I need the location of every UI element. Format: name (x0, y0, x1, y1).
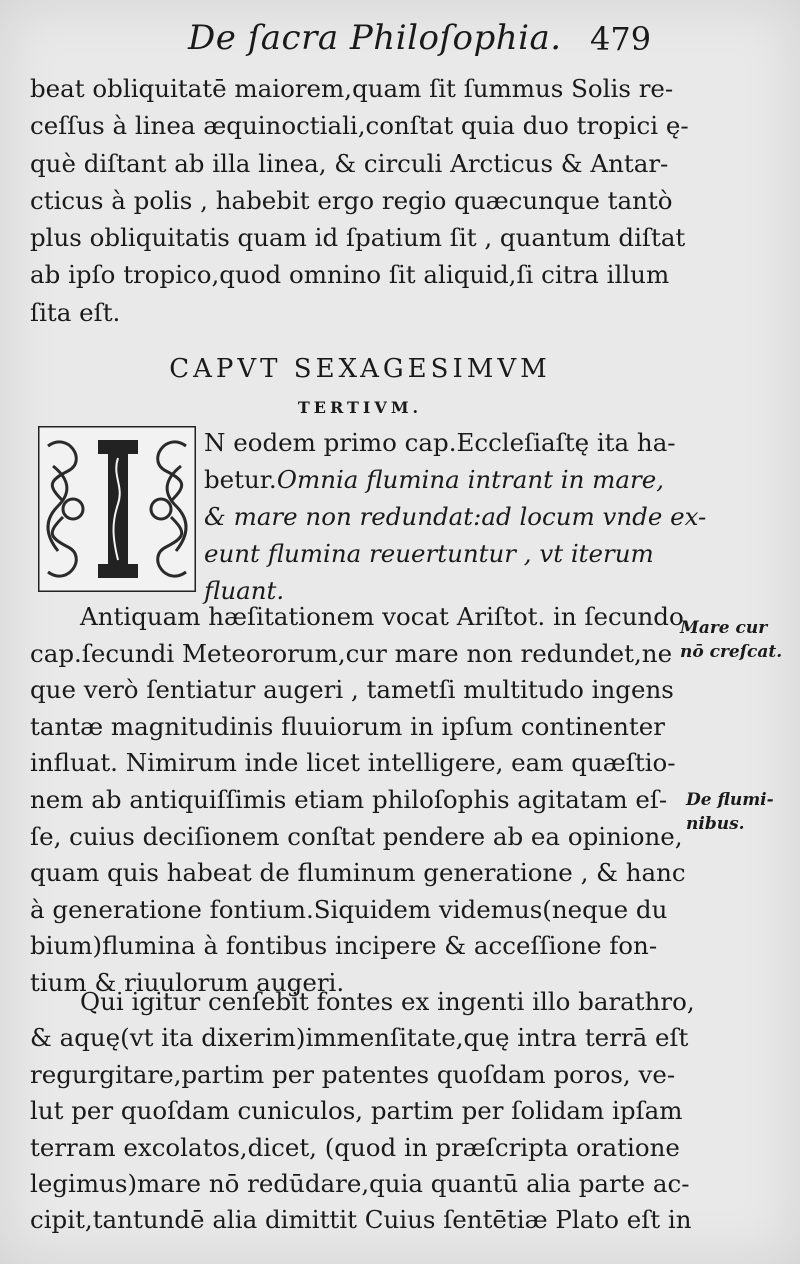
top-paragraph (30, 70, 689, 331)
text-line: Antiquam hæſitationem vocat Ariſtot. in ſecundo (80, 602, 684, 631)
quotation-line: eunt flumina reuertuntur , vt iterum (204, 539, 654, 568)
page-number: 479 (590, 20, 652, 58)
quotation-line: fluant. (204, 576, 285, 605)
text-line: tium & riuulorum augeri. (30, 967, 345, 997)
margin-note (680, 616, 782, 664)
text-line: legimus)mare nō redūdare,quia quantū alia parte ac- (30, 1169, 690, 1199)
text-line: & aquę(vt ita dixerim)immenſitate,quę intra terrā eſt (30, 1023, 689, 1053)
text-line: cticus à polis , habebit ergo regio quæcunque tantò (30, 185, 673, 215)
chapter-heading: CAPVT SEXAGESIMVM (169, 354, 551, 384)
text-line: beat obliquitatē maiorem,quam ſit ſummus Solis re- (30, 74, 674, 103)
text-line: N eodem primo cap.Eccleſiaſtę ita ha- (204, 428, 676, 457)
text-line: què diſtant ab illa linea, & circuli Arcticus & Antar- (30, 148, 669, 178)
text-line: terram excolatos,dicet, (quod in præſcripta oratione (30, 1132, 680, 1162)
running-title: De ſacra Philoſophia. (188, 18, 562, 58)
page-header (0, 14, 800, 70)
text-line: à generatione fontium.Siquidem videmus(neque du (30, 894, 668, 924)
text-line: ſe, cuius deciſionem conſtat pendere ab ea opinione, (30, 821, 683, 851)
ornamental-initial-icon (38, 426, 196, 592)
initial-svg (38, 426, 196, 592)
text-line: cap.ſecundi Meteororum,cur mare non redundet,ne (30, 638, 673, 668)
text-line: bium)flumina à fontibus incipere & acceſſione fon- (30, 931, 658, 961)
margin-note-line: Mare cur (680, 618, 768, 638)
text-line: cipit,tantundē alia dimittit Cuius ſentētiæ Plato eſt in (30, 1205, 692, 1235)
text-line: ab ipſo tropico,quod omnino ſit aliquid,ſi citra illum (30, 260, 670, 290)
quotation-segment: Omnia flumina intrant in mare, (276, 465, 664, 494)
text-segment: betur. (204, 465, 277, 494)
text-line: plus obliquitatis quam id ſpatium ſit , quantum diſtat (30, 223, 686, 253)
text-line: regurgitare,partim per patentes quoſdam poros, ve- (30, 1059, 676, 1089)
paragraph-3 (30, 984, 695, 1239)
text-line: ſita eſt. (30, 297, 121, 327)
text-line: ceſſus à linea æquinoctiali,conſtat quia duo tropici ę- (30, 111, 689, 141)
text-line: Qui igitur cenſebit fontes ex ingenti illo barathro, (80, 987, 695, 1016)
opening-lines (204, 424, 707, 609)
margin-note (686, 788, 774, 836)
margin-note-line: nibus. (686, 814, 745, 834)
chapter-heading-sub: TERTIVM. (297, 398, 423, 417)
text-line: nem ab antiquiſſimis etiam philoſophis agitatam eſ- (30, 784, 668, 814)
margin-note-line: nō creſcat. (680, 642, 783, 662)
text-line: quam quis habeat de fluminum generatione , & hanc (30, 858, 686, 888)
margin-note-line: De flumi- (686, 790, 774, 810)
quotation-line: & mare non redundat:ad locum vnde ex- (204, 502, 707, 531)
text-line: tantæ magnitudinis fluuiorum in ipſum continenter (30, 711, 665, 741)
text-line: lut per quoſdam cuniculos, partim per ſolidam ipſam (30, 1096, 683, 1126)
text-line: influat. Nimirum inde licet intelligere, eam quæſtio- (30, 748, 676, 778)
text-line: que verò ſentiatur augeri , tametſi multitudo ingens (30, 675, 674, 705)
text-line (204, 461, 664, 498)
